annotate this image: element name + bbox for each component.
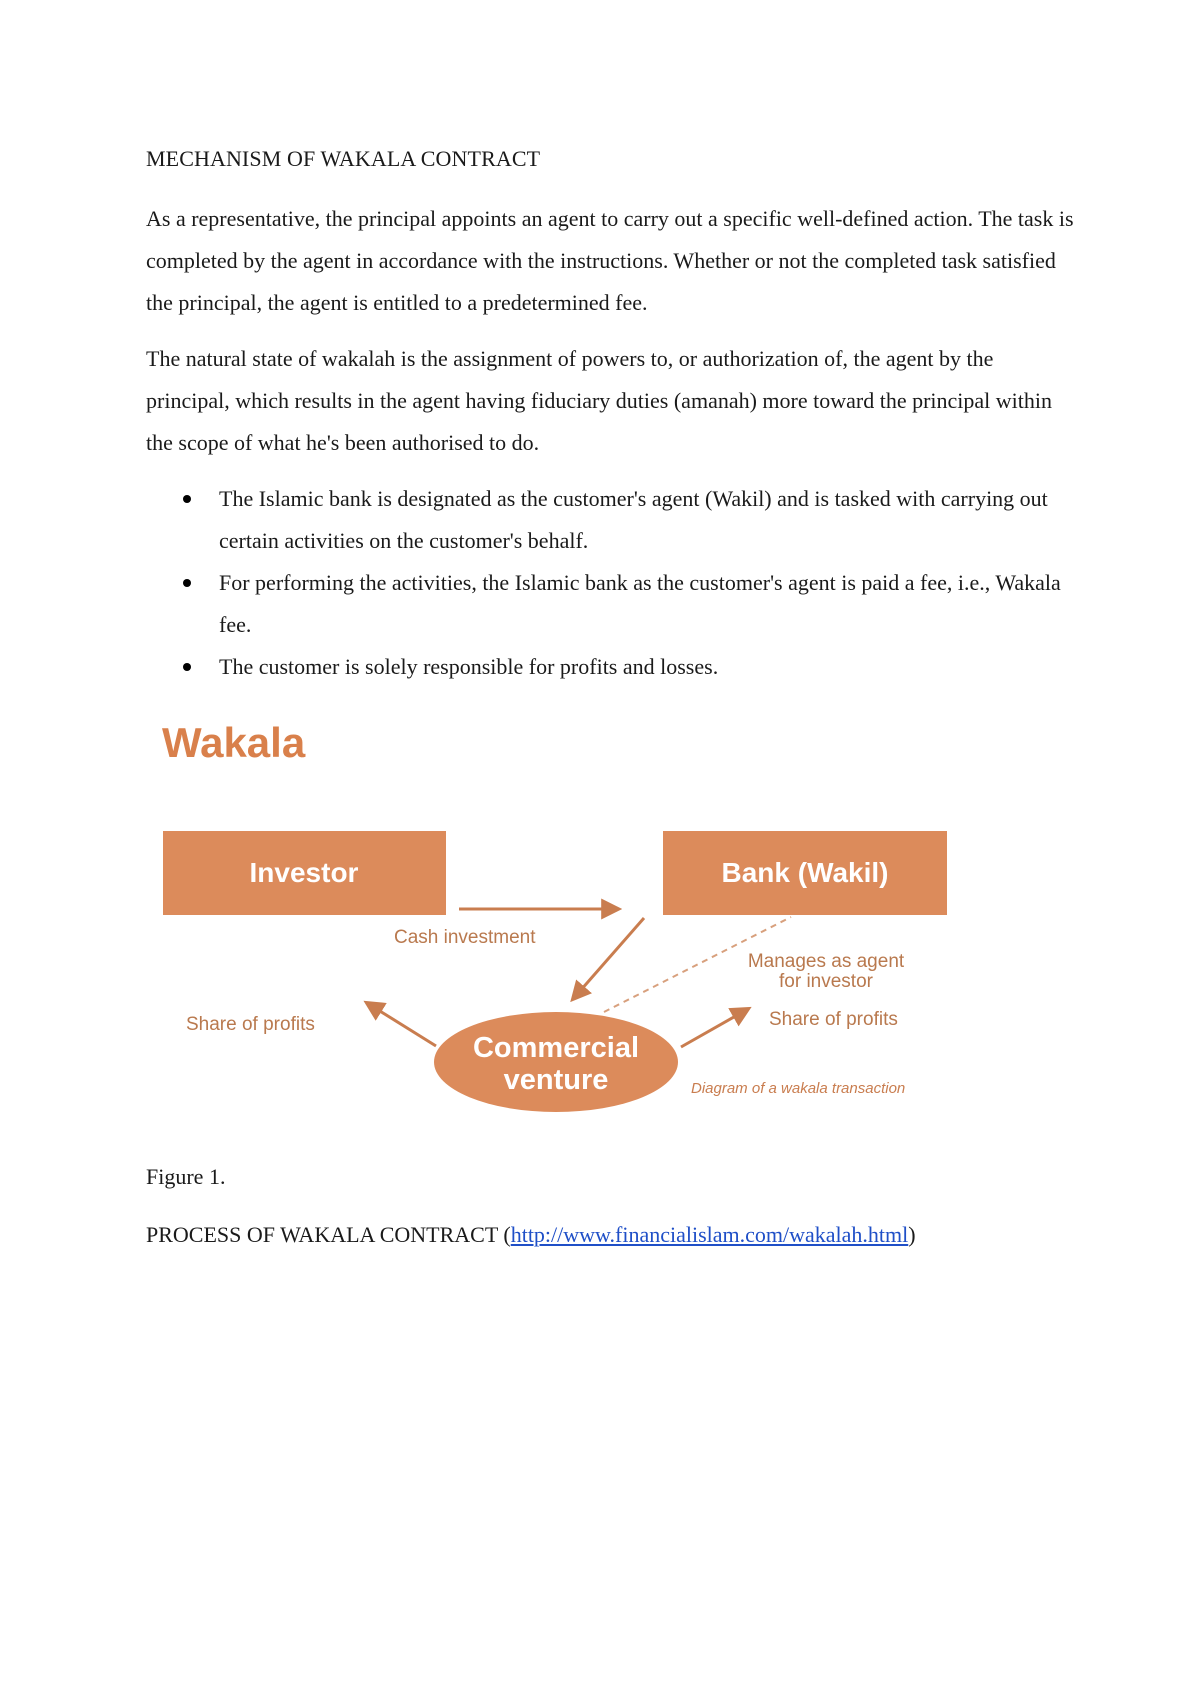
venture-label-line2: venture	[503, 1064, 609, 1096]
bullet-icon	[183, 663, 191, 671]
bank-to-venture-arrow	[573, 918, 644, 999]
wakala-diagram	[146, 700, 976, 1140]
source-link[interactable]: http://www.financialislam.com/wakalah.html	[510, 1222, 909, 1247]
manages-label-line1: Manages as agent	[747, 951, 905, 972]
diagram-caption: Diagram of a wakala transaction	[691, 1080, 906, 1097]
source-suffix: )	[908, 1222, 916, 1247]
venture-node	[434, 1012, 678, 1112]
list-item-text: For performing the activities, the Islamic bank as the customer's agent is paid a fee, i.e., Wakala fee.	[219, 570, 1061, 637]
paragraph-1: As a representative, the principal appoints an agent to carry out a specific well-defined action. The task is completed by the agent in accordance with the instructions. Whether or not the completed task satisfied the principal, the agent is entitled to a predetermined fee.	[146, 206, 1074, 315]
share-right-label: Share of profits	[769, 1009, 898, 1030]
source-citation	[146, 1218, 916, 1252]
section-heading: MECHANISM OF WAKALA CONTRACT	[146, 146, 541, 171]
share-left-arrow	[367, 1003, 436, 1046]
bank-node	[663, 831, 947, 915]
bullet-icon	[183, 579, 191, 587]
investor-node	[163, 831, 446, 915]
list-item-text: The customer is solely responsible for profits and losses.	[219, 654, 719, 679]
paragraph-2: The natural state of wakalah is the assignment of powers to, or authorization of, the agent by the principal, which results in the agent having fiduciary duties (amanah) more toward the principal within the scope of what he's been authorised to do.	[146, 346, 1053, 455]
figure-caption: Figure 1.	[146, 1164, 226, 1189]
venture-label-line1: Commercial	[472, 1032, 640, 1064]
wakala-diagram-svg	[146, 700, 976, 1140]
investor-label: Investor	[249, 857, 359, 888]
list-item-text: The Islamic bank is designated as the customer's agent (Wakil) and is tasked with carrying out certain activities on the customer's behalf.	[219, 486, 1048, 553]
list-item	[146, 562, 1076, 646]
share-right-arrow	[681, 1009, 748, 1047]
cash-investment-label: Cash investment	[394, 927, 536, 948]
list-item	[146, 646, 1076, 688]
manages-label-line2: for investor	[779, 971, 873, 992]
bullet-icon	[183, 495, 191, 503]
share-left-label: Share of profits	[186, 1014, 315, 1035]
bullet-list	[146, 478, 1076, 688]
diagram-title: Wakala	[162, 719, 306, 766]
list-item	[146, 478, 1076, 562]
document-body	[146, 142, 1076, 688]
bank-label: Bank (Wakil)	[721, 857, 889, 888]
source-prefix: PROCESS OF WAKALA CONTRACT (	[146, 1222, 511, 1247]
